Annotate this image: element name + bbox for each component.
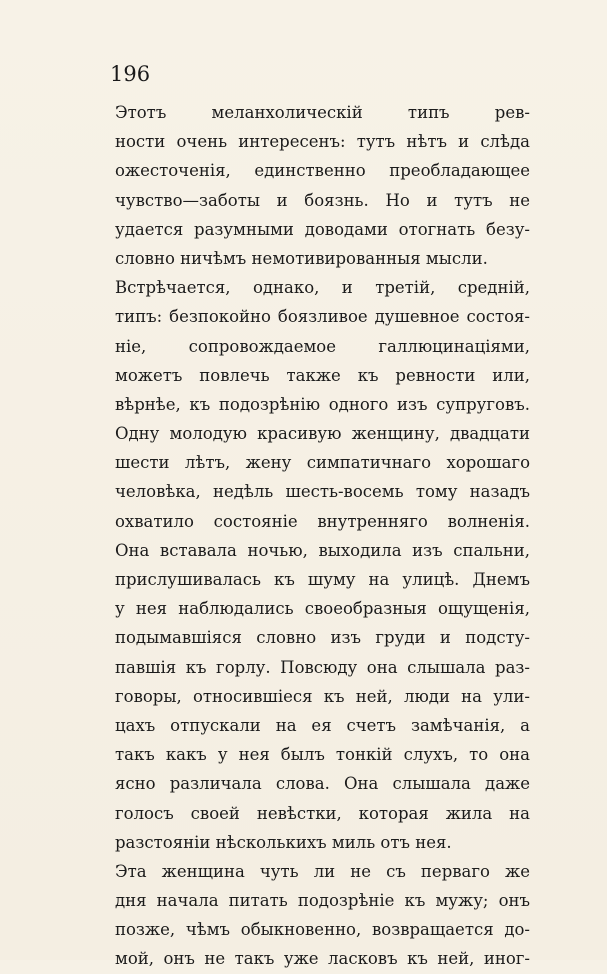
text-line: удается разумными доводами отогнать безу-: [115, 219, 530, 239]
text-line: павшія къ горлу. Повсюду она слышала раз-: [115, 657, 530, 677]
text-line: Эта женщина чуть ли не съ перваго же: [115, 861, 530, 881]
text-line: разстояніи нѣсколькихъ миль отъ нея.: [115, 832, 452, 852]
text-line: позже, чѣмъ обыкновенно, возвращается до-: [115, 920, 530, 940]
text-line: ности очень интересенъ: тутъ нѣтъ и слѣда: [115, 132, 530, 152]
text-line: типъ: безпокойно боязливое душевное состоя-: [115, 307, 530, 327]
text-line: человѣка, недѣль шесть-восемь тому назадъ: [115, 482, 530, 502]
text-line: подымавшіяся словно изъ груди и подсту-: [115, 628, 530, 648]
text-line: охватило состояніе внутренняго волненія.: [115, 511, 530, 531]
text-line: прислушивалась къ шуму на улицѣ. Днемъ: [115, 570, 530, 589]
text-line: цахъ отпускали на ея счетъ замѣчанія, а: [115, 715, 530, 735]
text-line: Встрѣчается, однако, и третій, средній,: [115, 278, 530, 298]
text-line: Она вставала ночью, выходила изъ спальни,: [115, 540, 530, 560]
text-line: словно ничѣмъ немотивированныя мысли.: [115, 248, 488, 268]
text-line: ясно различала слова. Она слышала даже: [115, 774, 530, 794]
text-line: ніе, сопровождаемое галлюцинаціями,: [115, 336, 530, 356]
text-line: вѣрнѣе, къ подозрѣнію одного изъ супруговъ.: [115, 394, 530, 414]
page-number: 196: [110, 62, 151, 86]
text-line: можетъ повлечь также къ ревности или,: [115, 365, 530, 385]
text-line: Одну молодую красивую женщину, двадцати: [115, 424, 530, 444]
text-line: шести лѣтъ, жену симпатичнаго хорошаго: [115, 453, 530, 473]
text-line: у нея наблюдались своеобразныя ощущенія,: [115, 599, 530, 619]
text-line: дня начала питать подозрѣніе къ мужу; онъ: [115, 891, 530, 911]
body-text: [115, 98, 530, 974]
text-line: такъ какъ у нея былъ тонкій слухъ, то она: [115, 745, 530, 765]
text-line: ожесточенія, единственно преобладающее: [115, 161, 530, 181]
text-line: говоры, относившіеся къ ней, люди на ули-: [115, 686, 530, 706]
text-line: голосъ своей невѣстки, которая жила на: [115, 803, 530, 823]
text-line: Этотъ меланхолическій типъ рев-: [115, 103, 530, 122]
text-line: мой, онъ не такъ уже ласковъ къ ней, иног-: [115, 949, 530, 969]
text-line: чувство—заботы и боязнь. Но и тутъ не: [115, 190, 530, 210]
